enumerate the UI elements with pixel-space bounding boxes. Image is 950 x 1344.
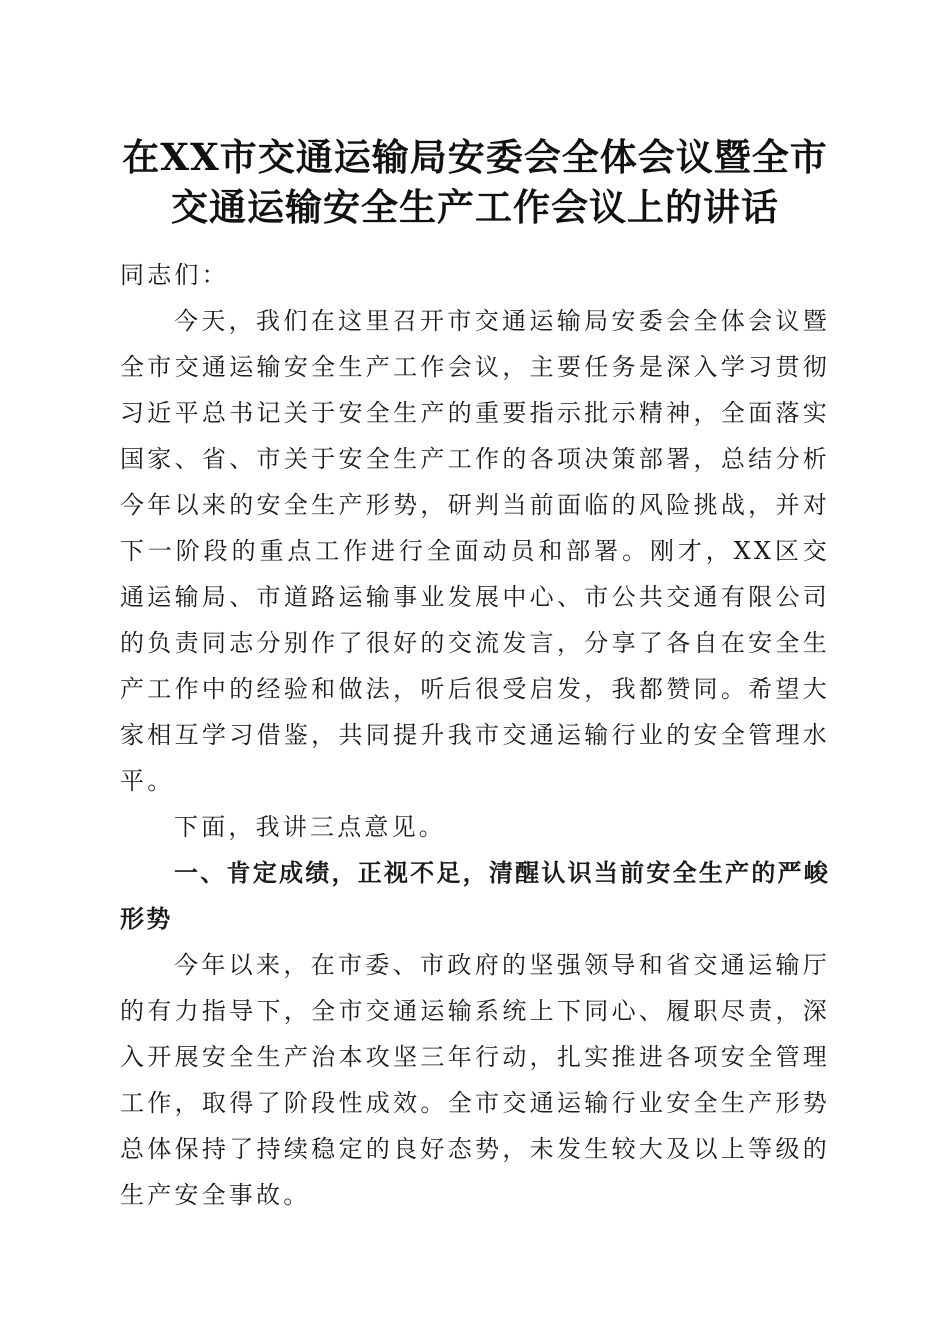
body-paragraph: 下面，我讲三点意见。	[174, 813, 446, 841]
document-body	[120, 252, 830, 1218]
section-heading: 一、肯定成绩，正视不足，清醒认识当前安全生产的严峻形势	[120, 859, 830, 933]
document-title: 在XX市交通运输局安委会全体会议暨全市交通运输安全生产工作会议上的讲话	[122, 135, 828, 229]
salutation: 同志们：	[120, 261, 229, 289]
section-paragraph: 今年以来，在市委、市政府的坚强领导和省交通运输厅的有力指导下，全市交通运输系统上下同心、履职尽责，深入开展安全生产治本攻坚三年行动，扎实推进各项安全管理工作，取得了阶段性成效。全市交通运输行业安全生产形势总体保持了持续稳定的良好态势，未发生较大及以上等级的生产安全事故。	[120, 951, 830, 1209]
body-paragraph: 今天，我们在这里召开市交通运输局安委会全体会议暨全市交通运输安全生产工作会议，主要任务是深入学习贯彻习近平总书记关于安全生产的重要指示批示精神，全面落实国家、省、市关于安全生产工作的各项决策部署，总结分析今年以来的安全生产形势，研判当前面临的风险挑战，并对下一阶段的重点工作进行全面动员和部署。刚才，XX区交通运输局、市道路运输事业发展中心、市公共交通有限公司的负责同志分别作了很好的交流发言，分享了各自在安全生产工作中的经验和做法，听后很受启发，我都赞同。希望大家相互学习借鉴，共同提升我市交通运输行业的安全管理水平。	[120, 307, 830, 795]
